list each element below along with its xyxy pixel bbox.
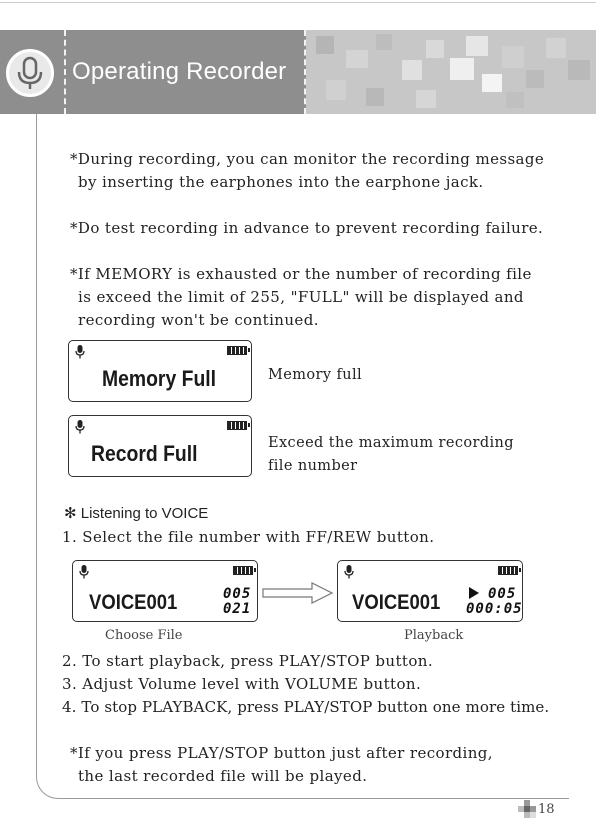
caption-record-full-line2: file number bbox=[268, 458, 358, 474]
note-monitor-line1: *During recording, you can monitor the recording message bbox=[70, 150, 545, 168]
caption-choose-file: Choose File bbox=[105, 628, 183, 643]
page-mosaic-icon bbox=[518, 800, 536, 818]
note-memory-line2: is exceed the limit of 255, "FULL" will be displayed and bbox=[78, 288, 524, 306]
caption-record-full-line1: Exceed the maximum recording bbox=[268, 435, 514, 451]
battery-icon bbox=[233, 566, 253, 575]
mic-icon bbox=[75, 420, 85, 434]
lcd-memory-full bbox=[68, 340, 252, 402]
note-memory-line1: *If MEMORY is exhausted or the number of recording file bbox=[70, 265, 532, 283]
note-playback-line2: the last recorded file will be played. bbox=[78, 767, 368, 785]
caption-memory-full: Memory full bbox=[268, 367, 363, 383]
page-number: 18 bbox=[538, 802, 555, 817]
top-rule bbox=[0, 2, 596, 3]
lcd-record-full bbox=[68, 415, 252, 477]
lcd-file-name: VOICE001 bbox=[89, 591, 178, 614]
note-monitor-line2: by inserting the earphones into the earphone jack. bbox=[78, 173, 484, 191]
lcd-text: Memory Full bbox=[102, 366, 217, 391]
listening-heading: ✻ Listening to VOICE bbox=[64, 505, 209, 522]
mic-icon bbox=[75, 345, 85, 359]
battery-icon bbox=[227, 421, 247, 430]
lcd-file-name: VOICE001 bbox=[352, 591, 441, 614]
note-playback-line1: *If you press PLAY/STOP button just after recording, bbox=[70, 744, 493, 762]
lcd-total-files: 021 bbox=[223, 601, 252, 617]
mic-icon bbox=[79, 565, 89, 579]
right-arrow-icon bbox=[262, 582, 334, 604]
step-4: 4. To stop PLAYBACK, press PLAY/STOP button one more time. bbox=[62, 698, 550, 716]
mic-icon bbox=[344, 565, 354, 579]
battery-icon bbox=[227, 346, 247, 355]
step-2: 2. To start playback, press PLAY/STOP button. bbox=[62, 652, 434, 670]
note-test-recording: *Do test recording in advance to prevent recording failure. bbox=[70, 219, 544, 237]
step-3: 3. Adjust Volume level with VOLUME button. bbox=[62, 675, 422, 693]
header-divider-right bbox=[304, 30, 306, 114]
caption-playback: Playback bbox=[404, 628, 464, 643]
lcd-file-number: 005 bbox=[223, 586, 252, 602]
header-mosaic bbox=[306, 30, 596, 114]
step-1: 1. Select the file number with FF/REW button. bbox=[62, 528, 435, 546]
microphone-icon bbox=[6, 49, 54, 97]
battery-icon bbox=[498, 566, 518, 575]
lcd-elapsed-time: 000:05 bbox=[466, 601, 523, 617]
lcd-playback bbox=[337, 560, 523, 622]
header-divider-left bbox=[64, 30, 66, 114]
lcd-file-number: 005 bbox=[488, 586, 517, 602]
page-title: Operating Recorder bbox=[72, 58, 287, 85]
play-icon bbox=[469, 587, 479, 599]
lcd-choose-file bbox=[72, 560, 258, 622]
note-memory-line3: recording won't be continued. bbox=[78, 311, 319, 329]
lcd-text: Record Full bbox=[91, 441, 198, 466]
